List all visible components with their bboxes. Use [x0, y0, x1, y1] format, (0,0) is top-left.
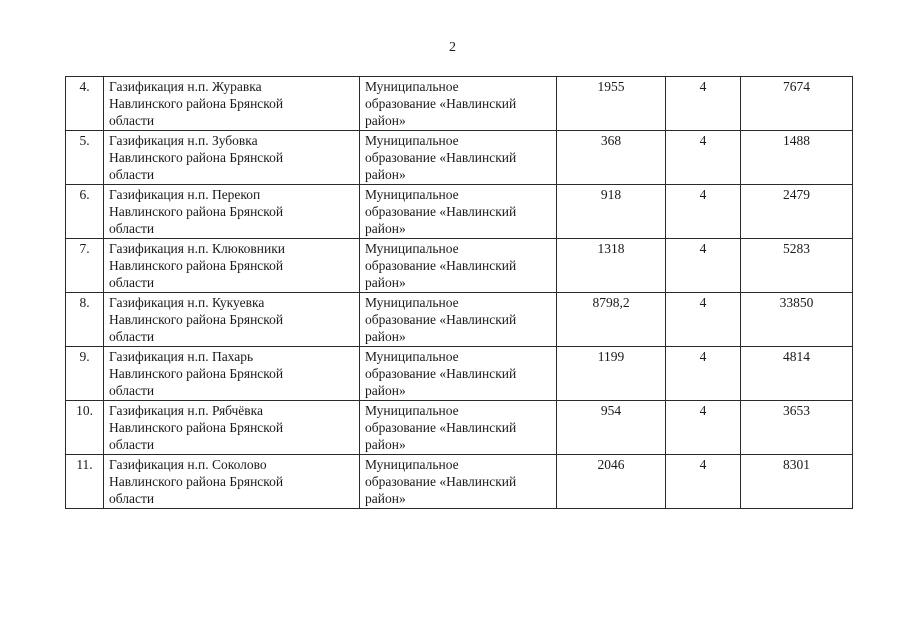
- owner-cell: [360, 239, 557, 293]
- pressure-cell: 4: [666, 401, 741, 455]
- pressure-cell: 4: [666, 239, 741, 293]
- row-number-cell: 9.: [66, 347, 104, 401]
- object-name-line: Навлинского района Брянской: [109, 150, 284, 165]
- table-row: [66, 239, 853, 293]
- owner-line: Муниципальное: [365, 133, 459, 148]
- owner-cell: [360, 401, 557, 455]
- cost-cell: 33850: [741, 293, 853, 347]
- owner-line: район»: [365, 491, 406, 506]
- object-name-cell: [104, 401, 360, 455]
- owner-line: образование «Навлинский: [365, 96, 517, 111]
- object-name-line: области: [109, 437, 155, 452]
- owner-line: Муниципальное: [365, 349, 459, 364]
- object-name-line: Газификация н.п. Журавка: [109, 79, 262, 94]
- table-row: [66, 77, 853, 131]
- object-name-line: области: [109, 221, 155, 236]
- length-cell: 1318: [557, 239, 666, 293]
- owner-cell: [360, 455, 557, 509]
- object-name-cell: [104, 347, 360, 401]
- object-name-line: Навлинского района Брянской: [109, 96, 284, 111]
- object-name-line: области: [109, 275, 155, 290]
- object-name-cell: [104, 293, 360, 347]
- row-number-cell: 5.: [66, 131, 104, 185]
- length-cell: 1199: [557, 347, 666, 401]
- object-name-line: Газификация н.п. Перекоп: [109, 187, 261, 202]
- pressure-cell: 4: [666, 185, 741, 239]
- cost-cell: 8301: [741, 455, 853, 509]
- owner-line: образование «Навлинский: [365, 420, 517, 435]
- object-name-cell: [104, 185, 360, 239]
- object-name-line: Газификация н.п. Пахарь: [109, 349, 254, 364]
- row-number-cell: 11.: [66, 455, 104, 509]
- length-cell: 2046: [557, 455, 666, 509]
- owner-line: образование «Навлинский: [365, 258, 517, 273]
- object-name-line: Газификация н.п. Кукуевка: [109, 295, 265, 310]
- table-body: [66, 77, 853, 509]
- table-row: [66, 185, 853, 239]
- object-name-line: Газификация н.п. Клюковники: [109, 241, 286, 256]
- owner-line: Муниципальное: [365, 79, 459, 94]
- pressure-cell: 4: [666, 131, 741, 185]
- object-name-line: Навлинского района Брянской: [109, 312, 284, 327]
- length-cell: 368: [557, 131, 666, 185]
- owner-line: район»: [365, 329, 406, 344]
- owner-cell: [360, 131, 557, 185]
- pressure-cell: 4: [666, 293, 741, 347]
- object-name-line: Газификация н.п. Соколово: [109, 457, 267, 472]
- owner-line: образование «Навлинский: [365, 312, 517, 327]
- length-cell: 918: [557, 185, 666, 239]
- length-cell: 1955: [557, 77, 666, 131]
- owner-line: Муниципальное: [365, 295, 459, 310]
- cost-cell: 5283: [741, 239, 853, 293]
- page-number: 2: [449, 40, 456, 55]
- object-name-line: области: [109, 491, 155, 506]
- cost-cell: 7674: [741, 77, 853, 131]
- owner-line: образование «Навлинский: [365, 366, 517, 381]
- length-cell: 8798,2: [557, 293, 666, 347]
- owner-cell: [360, 293, 557, 347]
- owner-line: образование «Навлинский: [365, 150, 517, 165]
- pressure-cell: 4: [666, 77, 741, 131]
- object-name-line: Газификация н.п. Зубовка: [109, 133, 258, 148]
- owner-line: Муниципальное: [365, 457, 459, 472]
- cost-cell: 2479: [741, 185, 853, 239]
- owner-line: район»: [365, 275, 406, 290]
- row-number-cell: 4.: [66, 77, 104, 131]
- owner-cell: [360, 185, 557, 239]
- owner-line: Муниципальное: [365, 187, 459, 202]
- object-name-line: Навлинского района Брянской: [109, 420, 284, 435]
- object-name-line: области: [109, 383, 155, 398]
- length-cell: 954: [557, 401, 666, 455]
- row-number-cell: 6.: [66, 185, 104, 239]
- object-name-line: области: [109, 329, 155, 344]
- pressure-cell: 4: [666, 347, 741, 401]
- object-name-line: Навлинского района Брянской: [109, 258, 284, 273]
- table-row: [66, 131, 853, 185]
- object-name-cell: [104, 77, 360, 131]
- cost-cell: 1488: [741, 131, 853, 185]
- gasification-table: [65, 76, 853, 509]
- owner-cell: [360, 77, 557, 131]
- owner-line: Муниципальное: [365, 403, 459, 418]
- owner-line: район»: [365, 221, 406, 236]
- owner-line: район»: [365, 383, 406, 398]
- object-name-line: области: [109, 167, 155, 182]
- object-name-line: Навлинского района Брянской: [109, 366, 284, 381]
- table-row: [66, 293, 853, 347]
- owner-line: образование «Навлинский: [365, 474, 517, 489]
- table-row: [66, 347, 853, 401]
- row-number-cell: 7.: [66, 239, 104, 293]
- object-name-cell: [104, 239, 360, 293]
- object-name-cell: [104, 131, 360, 185]
- cost-cell: 4814: [741, 347, 853, 401]
- row-number-cell: 8.: [66, 293, 104, 347]
- row-number-cell: 10.: [66, 401, 104, 455]
- owner-line: район»: [365, 113, 406, 128]
- object-name-line: Навлинского района Брянской: [109, 474, 284, 489]
- object-name-line: Навлинского района Брянской: [109, 204, 284, 219]
- owner-line: Муниципальное: [365, 241, 459, 256]
- object-name-cell: [104, 455, 360, 509]
- owner-line: район»: [365, 437, 406, 452]
- owner-cell: [360, 347, 557, 401]
- object-name-line: Газификация н.п. Рябчёвка: [109, 403, 264, 418]
- owner-line: образование «Навлинский: [365, 204, 517, 219]
- pressure-cell: 4: [666, 455, 741, 509]
- cost-cell: 3653: [741, 401, 853, 455]
- object-name-line: области: [109, 113, 155, 128]
- table-row: [66, 401, 853, 455]
- owner-line: район»: [365, 167, 406, 182]
- table-row: [66, 455, 853, 509]
